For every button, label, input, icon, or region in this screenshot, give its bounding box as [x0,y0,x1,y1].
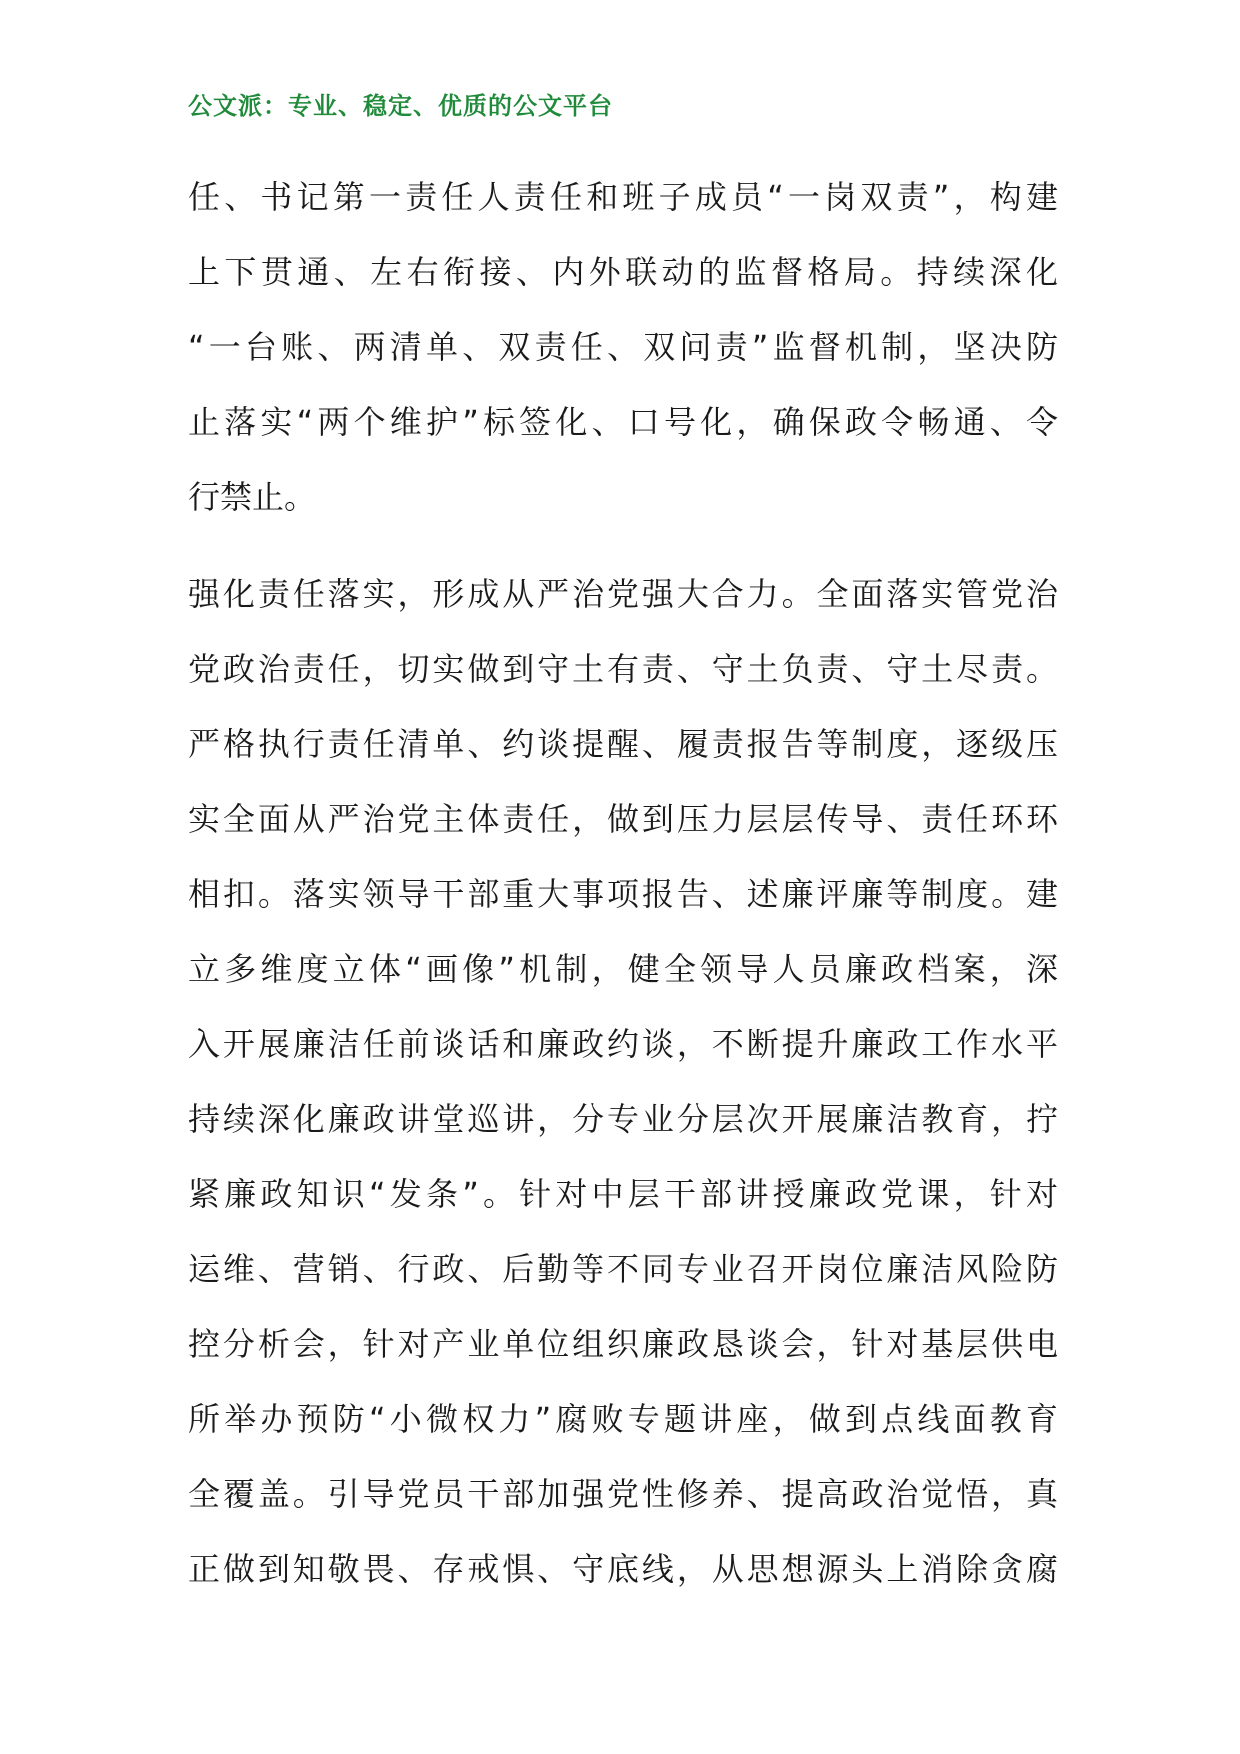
text-line: 任、书记第一责任人责任和班子成员“一岗双责”，构建 [188,178,1058,216]
text-line: 上下贯通、左右衔接、内外联动的监督格局。持续深化 [188,253,1058,291]
document-body [188,160,1058,1607]
text-line: 止落实“两个维护”标签化、口号化，确保政令畅通、令 [188,403,1058,441]
text-line: 正做到知敬畏、存戒惧、守底线，从思想源头上消除贪腐 [188,1550,1058,1588]
text-line: 行禁止。 [188,478,317,516]
text-line: 持续深化廉政讲堂巡讲，分专业分层次开展廉洁教育，拧 [188,1100,1058,1138]
text-line: 控分析会，针对产业单位组织廉政恳谈会，针对基层供电 [188,1325,1058,1363]
text-line: 入开展廉洁任前谈话和廉政约谈，不断提升廉政工作水平 [188,1025,1058,1063]
paragraph-1 [188,160,1058,535]
text-line: 立多维度立体“画像”机制，健全领导人员廉政档案，深 [188,950,1058,988]
text-line: 强化责任落实，形成从严治党强大合力。全面落实管党治 [188,575,1058,613]
text-line: 全覆盖。引导党员干部加强党性修养、提高政治觉悟，真 [188,1475,1058,1513]
text-line: 紧廉政知识“发条”。针对中层干部讲授廉政党课，针对 [188,1175,1058,1213]
text-line: 所举办预防“小微权力”腐败专题讲座，做到点线面教育 [188,1400,1058,1438]
page-header-title: 公文派：专业、稳定、优质的公文平台 [188,91,613,120]
text-line: 严格执行责任清单、约谈提醒、履责报告等制度，逐级压 [188,725,1058,763]
text-line: “一台账、两清单、双责任、双问责”监督机制，坚决防 [188,328,1058,366]
text-line: 相扣。落实领导干部重大事项报告、述廉评廉等制度。建 [188,875,1058,913]
text-line: 党政治责任，切实做到守土有责、守土负责、守土尽责。 [188,650,1058,688]
paragraph-2 [188,557,1058,1607]
paragraph-gap [188,535,1058,557]
text-line: 运维、营销、行政、后勤等不同专业召开岗位廉洁风险防 [188,1250,1058,1288]
text-line: 实全面从严治党主体责任，做到压力层层传导、责任环环 [188,800,1058,838]
